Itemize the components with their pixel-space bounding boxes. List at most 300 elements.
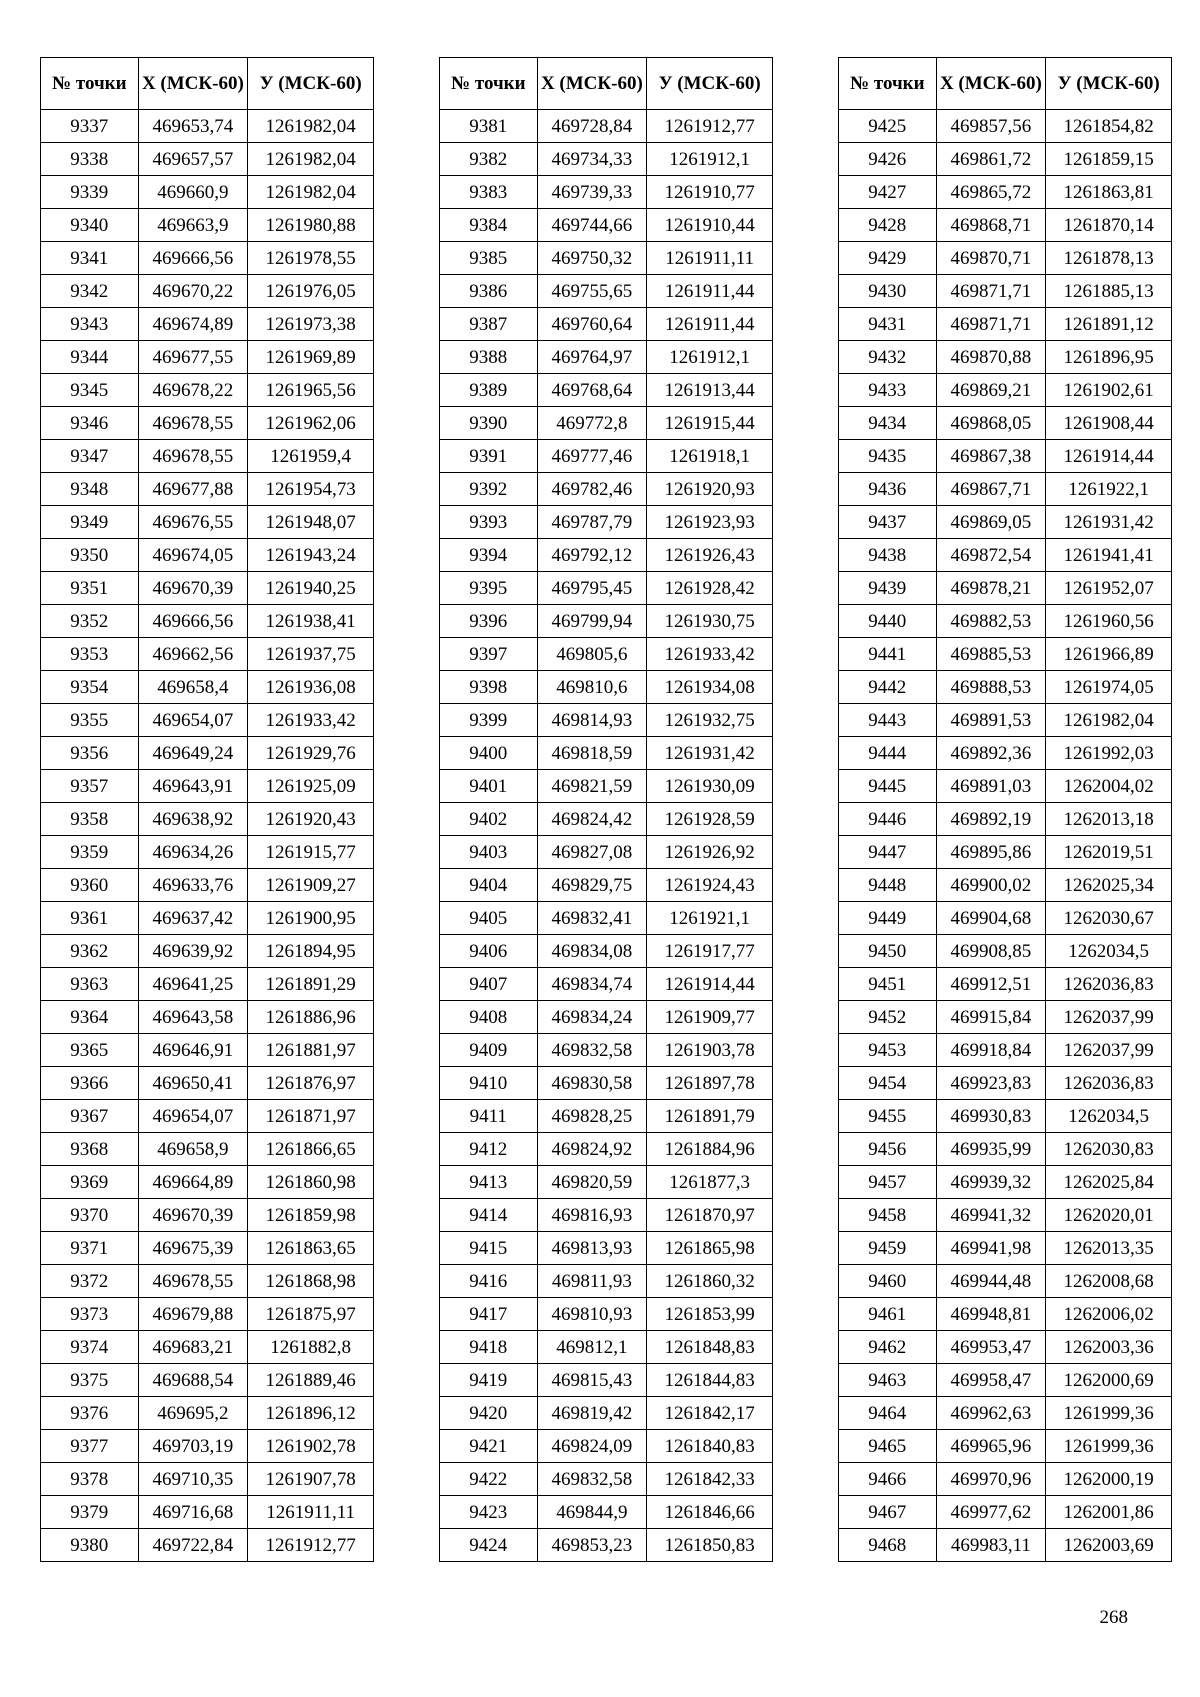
x-coordinate-cell: 469882,53 [936, 605, 1046, 638]
table-row [41, 1331, 374, 1364]
table-row [839, 1067, 1172, 1100]
point-number-cell: 9458 [839, 1199, 937, 1232]
x-coordinate-cell: 469941,98 [936, 1232, 1046, 1265]
point-number-cell: 9355 [41, 704, 139, 737]
table-row [41, 143, 374, 176]
x-coordinate-cell: 469666,56 [138, 242, 248, 275]
y-coordinate-cell: 1261915,77 [248, 836, 374, 869]
y-coordinate-cell: 1261941,41 [1046, 539, 1172, 572]
y-coordinate-cell: 1262025,34 [1046, 869, 1172, 902]
y-coordinate-cell: 1262000,19 [1046, 1463, 1172, 1496]
y-coordinate-cell: 1261850,83 [647, 1529, 773, 1562]
x-coordinate-cell: 469810,6 [537, 671, 647, 704]
table-row [440, 770, 773, 803]
header-point-number: № точки [440, 58, 538, 110]
x-coordinate-cell: 469824,42 [537, 803, 647, 836]
x-coordinate-cell: 469815,43 [537, 1364, 647, 1397]
x-coordinate-cell: 469930,83 [936, 1100, 1046, 1133]
x-coordinate-cell: 469872,54 [936, 539, 1046, 572]
y-coordinate-cell: 1261846,66 [647, 1496, 773, 1529]
table-row [41, 506, 374, 539]
x-coordinate-cell: 469869,21 [936, 374, 1046, 407]
table-row [839, 308, 1172, 341]
table-row [839, 1298, 1172, 1331]
x-coordinate-cell: 469739,33 [537, 176, 647, 209]
y-coordinate-cell: 1261917,77 [647, 935, 773, 968]
y-coordinate-cell: 1261859,98 [248, 1199, 374, 1232]
table-row [440, 341, 773, 374]
y-coordinate-cell: 1261959,4 [248, 440, 374, 473]
table-row [440, 572, 773, 605]
x-coordinate-cell: 469892,19 [936, 803, 1046, 836]
point-number-cell: 9428 [839, 209, 937, 242]
x-coordinate-cell: 469953,47 [936, 1331, 1046, 1364]
y-coordinate-cell: 1261933,42 [248, 704, 374, 737]
point-number-cell: 9354 [41, 671, 139, 704]
table-row [839, 1265, 1172, 1298]
x-coordinate-cell: 469643,91 [138, 770, 248, 803]
table-row [41, 1166, 374, 1199]
point-number-cell: 9417 [440, 1298, 538, 1331]
table-row [440, 869, 773, 902]
point-number-cell: 9400 [440, 737, 538, 770]
x-coordinate-cell: 469716,68 [138, 1496, 248, 1529]
table-row [440, 1133, 773, 1166]
point-number-cell: 9468 [839, 1529, 937, 1562]
y-coordinate-cell: 1261907,78 [248, 1463, 374, 1496]
x-coordinate-cell: 469744,66 [537, 209, 647, 242]
coordinates-table-1 [40, 57, 374, 1562]
y-coordinate-cell: 1261930,09 [647, 770, 773, 803]
table-row [440, 803, 773, 836]
point-number-cell: 9348 [41, 473, 139, 506]
table-row [440, 638, 773, 671]
point-number-cell: 9397 [440, 638, 538, 671]
x-coordinate-cell: 469867,38 [936, 440, 1046, 473]
point-number-cell: 9430 [839, 275, 937, 308]
point-number-cell: 9399 [440, 704, 538, 737]
x-coordinate-cell: 469637,42 [138, 902, 248, 935]
x-coordinate-cell: 469888,53 [936, 671, 1046, 704]
x-coordinate-cell: 469670,39 [138, 572, 248, 605]
point-number-cell: 9451 [839, 968, 937, 1001]
y-coordinate-cell: 1261868,98 [248, 1265, 374, 1298]
point-number-cell: 9351 [41, 572, 139, 605]
y-coordinate-cell: 1262000,69 [1046, 1364, 1172, 1397]
x-coordinate-cell: 469819,42 [537, 1397, 647, 1430]
x-coordinate-cell: 469768,64 [537, 374, 647, 407]
x-coordinate-cell: 469853,23 [537, 1529, 647, 1562]
point-number-cell: 9362 [41, 935, 139, 968]
y-coordinate-cell: 1261978,55 [248, 242, 374, 275]
table-row [839, 1496, 1172, 1529]
table-row [41, 1100, 374, 1133]
point-number-cell: 9370 [41, 1199, 139, 1232]
point-number-cell: 9437 [839, 506, 937, 539]
table-row [440, 242, 773, 275]
y-coordinate-cell: 1262037,99 [1046, 1034, 1172, 1067]
y-coordinate-cell: 1262003,36 [1046, 1331, 1172, 1364]
coordinates-table-2 [439, 57, 773, 1562]
x-coordinate-cell: 469678,55 [138, 407, 248, 440]
point-number-cell: 9444 [839, 737, 937, 770]
point-number-cell: 9380 [41, 1529, 139, 1562]
x-coordinate-cell: 469900,02 [936, 869, 1046, 902]
x-coordinate-cell: 469828,25 [537, 1100, 647, 1133]
table-row [440, 1232, 773, 1265]
y-coordinate-cell: 1261885,13 [1046, 275, 1172, 308]
point-number-cell: 9389 [440, 374, 538, 407]
table-row [839, 473, 1172, 506]
point-number-cell: 9377 [41, 1430, 139, 1463]
table-row [440, 1067, 773, 1100]
point-number-cell: 9387 [440, 308, 538, 341]
point-number-cell: 9422 [440, 1463, 538, 1496]
table-row [440, 1397, 773, 1430]
point-number-cell: 9419 [440, 1364, 538, 1397]
y-coordinate-cell: 1261948,07 [248, 506, 374, 539]
y-coordinate-cell: 1261920,93 [647, 473, 773, 506]
page-number: 268 [1099, 1607, 1128, 1628]
y-coordinate-cell: 1261999,36 [1046, 1397, 1172, 1430]
table-row [41, 638, 374, 671]
y-coordinate-cell: 1261866,65 [248, 1133, 374, 1166]
table-row [440, 1199, 773, 1232]
table-row [41, 1364, 374, 1397]
table-row [440, 143, 773, 176]
point-number-cell: 9420 [440, 1397, 538, 1430]
table-row [839, 1331, 1172, 1364]
point-number-cell: 9391 [440, 440, 538, 473]
x-coordinate-cell: 469678,55 [138, 440, 248, 473]
x-coordinate-cell: 469634,26 [138, 836, 248, 869]
point-number-cell: 9382 [440, 143, 538, 176]
y-coordinate-cell: 1261853,99 [647, 1298, 773, 1331]
table-row [41, 572, 374, 605]
y-coordinate-cell: 1261973,38 [248, 308, 374, 341]
point-number-cell: 9373 [41, 1298, 139, 1331]
table-row [839, 1199, 1172, 1232]
table-row [41, 209, 374, 242]
x-coordinate-cell: 469832,41 [537, 902, 647, 935]
point-number-cell: 9421 [440, 1430, 538, 1463]
point-number-cell: 9463 [839, 1364, 937, 1397]
x-coordinate-cell: 469861,72 [936, 143, 1046, 176]
point-number-cell: 9338 [41, 143, 139, 176]
x-coordinate-cell: 469857,56 [936, 110, 1046, 143]
point-number-cell: 9456 [839, 1133, 937, 1166]
y-coordinate-cell: 1261886,96 [248, 1001, 374, 1034]
table-row [839, 275, 1172, 308]
point-number-cell: 9364 [41, 1001, 139, 1034]
table-row [440, 176, 773, 209]
table-row [839, 704, 1172, 737]
table-row [440, 605, 773, 638]
y-coordinate-cell: 1261926,43 [647, 539, 773, 572]
table-row [41, 539, 374, 572]
x-coordinate-cell: 469939,32 [936, 1166, 1046, 1199]
x-coordinate-cell: 469675,39 [138, 1232, 248, 1265]
y-coordinate-cell: 1261878,13 [1046, 242, 1172, 275]
table-row [839, 869, 1172, 902]
x-coordinate-cell: 469777,46 [537, 440, 647, 473]
point-number-cell: 9409 [440, 1034, 538, 1067]
table-row [41, 1298, 374, 1331]
point-number-cell: 9426 [839, 143, 937, 176]
y-coordinate-cell: 1261902,78 [248, 1430, 374, 1463]
point-number-cell: 9431 [839, 308, 937, 341]
x-coordinate-cell: 469844,9 [537, 1496, 647, 1529]
header-y-coordinate: У (МСК-60) [248, 58, 374, 110]
table-row [440, 1034, 773, 1067]
table-row [839, 506, 1172, 539]
point-number-cell: 9407 [440, 968, 538, 1001]
table-row [440, 1001, 773, 1034]
table-row [41, 1199, 374, 1232]
y-coordinate-cell: 1261976,05 [248, 275, 374, 308]
table-row [41, 1001, 374, 1034]
point-number-cell: 9353 [41, 638, 139, 671]
table-row [839, 605, 1172, 638]
x-coordinate-cell: 469633,76 [138, 869, 248, 902]
point-number-cell: 9356 [41, 737, 139, 770]
y-coordinate-cell: 1261894,95 [248, 935, 374, 968]
table-row [839, 242, 1172, 275]
point-number-cell: 9366 [41, 1067, 139, 1100]
point-number-cell: 9386 [440, 275, 538, 308]
y-coordinate-cell: 1261854,82 [1046, 110, 1172, 143]
y-coordinate-cell: 1261969,89 [248, 341, 374, 374]
table-row [440, 1430, 773, 1463]
point-number-cell: 9427 [839, 176, 937, 209]
table-row [41, 176, 374, 209]
y-coordinate-cell: 1261952,07 [1046, 572, 1172, 605]
y-coordinate-cell: 1261891,29 [248, 968, 374, 1001]
point-number-cell: 9342 [41, 275, 139, 308]
point-number-cell: 9359 [41, 836, 139, 869]
point-number-cell: 9352 [41, 605, 139, 638]
point-number-cell: 9367 [41, 1100, 139, 1133]
y-coordinate-cell: 1261914,44 [647, 968, 773, 1001]
point-number-cell: 9415 [440, 1232, 538, 1265]
table-row [839, 572, 1172, 605]
table-row [839, 440, 1172, 473]
table-row [839, 1430, 1172, 1463]
y-coordinate-cell: 1262030,67 [1046, 902, 1172, 935]
point-number-cell: 9449 [839, 902, 937, 935]
y-coordinate-cell: 1262008,68 [1046, 1265, 1172, 1298]
y-coordinate-cell: 1262003,69 [1046, 1529, 1172, 1562]
y-coordinate-cell: 1262036,83 [1046, 1067, 1172, 1100]
y-coordinate-cell: 1261982,04 [248, 176, 374, 209]
y-coordinate-cell: 1261932,75 [647, 704, 773, 737]
x-coordinate-cell: 469638,92 [138, 803, 248, 836]
header-point-number: № точки [41, 58, 139, 110]
point-number-cell: 9438 [839, 539, 937, 572]
table-row [440, 473, 773, 506]
table-row [41, 704, 374, 737]
table-row [839, 1001, 1172, 1034]
y-coordinate-cell: 1261982,04 [1046, 704, 1172, 737]
point-number-cell: 9433 [839, 374, 937, 407]
y-coordinate-cell: 1262013,18 [1046, 803, 1172, 836]
x-coordinate-cell: 469650,41 [138, 1067, 248, 1100]
table-row [41, 1463, 374, 1496]
x-coordinate-cell: 469915,84 [936, 1001, 1046, 1034]
x-coordinate-cell: 469641,25 [138, 968, 248, 1001]
y-coordinate-cell: 1261965,56 [248, 374, 374, 407]
y-coordinate-cell: 1261914,44 [1046, 440, 1172, 473]
table-row [440, 1166, 773, 1199]
x-coordinate-cell: 469663,9 [138, 209, 248, 242]
point-number-cell: 9460 [839, 1265, 937, 1298]
x-coordinate-cell: 469676,55 [138, 506, 248, 539]
point-number-cell: 9425 [839, 110, 937, 143]
x-coordinate-cell: 469810,93 [537, 1298, 647, 1331]
point-number-cell: 9439 [839, 572, 937, 605]
table-row [440, 1463, 773, 1496]
point-number-cell: 9404 [440, 869, 538, 902]
x-coordinate-cell: 469834,08 [537, 935, 647, 968]
table-row [440, 506, 773, 539]
y-coordinate-cell: 1261863,81 [1046, 176, 1172, 209]
point-number-cell: 9467 [839, 1496, 937, 1529]
x-coordinate-cell: 469688,54 [138, 1364, 248, 1397]
point-number-cell: 9345 [41, 374, 139, 407]
x-coordinate-cell: 469678,22 [138, 374, 248, 407]
table-row [839, 143, 1172, 176]
y-coordinate-cell: 1261936,08 [248, 671, 374, 704]
x-coordinate-cell: 469970,96 [936, 1463, 1046, 1496]
table-row [440, 209, 773, 242]
x-coordinate-cell: 469918,84 [936, 1034, 1046, 1067]
x-coordinate-cell: 469820,59 [537, 1166, 647, 1199]
point-number-cell: 9341 [41, 242, 139, 275]
x-coordinate-cell: 469816,93 [537, 1199, 647, 1232]
table-row [839, 737, 1172, 770]
x-coordinate-cell: 469658,9 [138, 1133, 248, 1166]
point-number-cell: 9369 [41, 1166, 139, 1199]
point-number-cell: 9442 [839, 671, 937, 704]
point-number-cell: 9448 [839, 869, 937, 902]
x-coordinate-cell: 469818,59 [537, 737, 647, 770]
point-number-cell: 9411 [440, 1100, 538, 1133]
x-coordinate-cell: 469958,47 [936, 1364, 1046, 1397]
point-number-cell: 9347 [41, 440, 139, 473]
x-coordinate-cell: 469787,79 [537, 506, 647, 539]
y-coordinate-cell: 1261877,3 [647, 1166, 773, 1199]
x-coordinate-cell: 469870,88 [936, 341, 1046, 374]
point-number-cell: 9365 [41, 1034, 139, 1067]
table-row [41, 374, 374, 407]
x-coordinate-cell: 469750,32 [537, 242, 647, 275]
point-number-cell: 9435 [839, 440, 937, 473]
x-coordinate-cell: 469813,93 [537, 1232, 647, 1265]
table-row [839, 539, 1172, 572]
table-row [440, 110, 773, 143]
y-coordinate-cell: 1261912,77 [248, 1529, 374, 1562]
table-row [41, 671, 374, 704]
point-number-cell: 9402 [440, 803, 538, 836]
y-coordinate-cell: 1261913,44 [647, 374, 773, 407]
point-number-cell: 9368 [41, 1133, 139, 1166]
y-coordinate-cell: 1261891,12 [1046, 308, 1172, 341]
x-coordinate-cell: 469654,07 [138, 704, 248, 737]
x-coordinate-cell: 469795,45 [537, 572, 647, 605]
point-number-cell: 9395 [440, 572, 538, 605]
point-number-cell: 9423 [440, 1496, 538, 1529]
table-row [440, 1496, 773, 1529]
x-coordinate-cell: 469821,59 [537, 770, 647, 803]
x-coordinate-cell: 469948,81 [936, 1298, 1046, 1331]
y-coordinate-cell: 1261918,1 [647, 440, 773, 473]
point-number-cell: 9465 [839, 1430, 937, 1463]
x-coordinate-cell: 469728,84 [537, 110, 647, 143]
table-row [440, 1529, 773, 1562]
table-row [440, 836, 773, 869]
x-coordinate-cell: 469643,58 [138, 1001, 248, 1034]
table-row [41, 110, 374, 143]
x-coordinate-cell: 469908,85 [936, 935, 1046, 968]
point-number-cell: 9337 [41, 110, 139, 143]
table-header-row [440, 58, 773, 110]
x-coordinate-cell: 469674,89 [138, 308, 248, 341]
x-coordinate-cell: 469658,4 [138, 671, 248, 704]
table-row [839, 638, 1172, 671]
y-coordinate-cell: 1262020,01 [1046, 1199, 1172, 1232]
x-coordinate-cell: 469829,75 [537, 869, 647, 902]
y-coordinate-cell: 1261966,89 [1046, 638, 1172, 671]
y-coordinate-cell: 1261897,78 [647, 1067, 773, 1100]
x-coordinate-cell: 469670,39 [138, 1199, 248, 1232]
x-coordinate-cell: 469871,71 [936, 275, 1046, 308]
y-coordinate-cell: 1262025,84 [1046, 1166, 1172, 1199]
x-coordinate-cell: 469871,71 [936, 308, 1046, 341]
point-number-cell: 9375 [41, 1364, 139, 1397]
table-row [839, 110, 1172, 143]
point-number-cell: 9360 [41, 869, 139, 902]
y-coordinate-cell: 1261931,42 [1046, 506, 1172, 539]
table-row [839, 1397, 1172, 1430]
coordinates-table-3 [838, 57, 1172, 1562]
y-coordinate-cell: 1261881,97 [248, 1034, 374, 1067]
point-number-cell: 9371 [41, 1232, 139, 1265]
table-row [41, 341, 374, 374]
x-coordinate-cell: 469923,83 [936, 1067, 1046, 1100]
table-row [440, 1265, 773, 1298]
y-coordinate-cell: 1262037,99 [1046, 1001, 1172, 1034]
point-number-cell: 9390 [440, 407, 538, 440]
x-coordinate-cell: 469891,53 [936, 704, 1046, 737]
x-coordinate-cell: 469867,71 [936, 473, 1046, 506]
point-number-cell: 9441 [839, 638, 937, 671]
y-coordinate-cell: 1261999,36 [1046, 1430, 1172, 1463]
x-coordinate-cell: 469868,71 [936, 209, 1046, 242]
point-number-cell: 9357 [41, 770, 139, 803]
table-row [440, 1364, 773, 1397]
x-coordinate-cell: 469755,65 [537, 275, 647, 308]
y-coordinate-cell: 1262001,86 [1046, 1496, 1172, 1529]
table-row [440, 539, 773, 572]
point-number-cell: 9383 [440, 176, 538, 209]
table-row [440, 968, 773, 1001]
y-coordinate-cell: 1261980,88 [248, 209, 374, 242]
y-coordinate-cell: 1261912,77 [647, 110, 773, 143]
point-number-cell: 9414 [440, 1199, 538, 1232]
y-coordinate-cell: 1261870,14 [1046, 209, 1172, 242]
point-number-cell: 9416 [440, 1265, 538, 1298]
x-coordinate-cell: 469830,58 [537, 1067, 647, 1100]
